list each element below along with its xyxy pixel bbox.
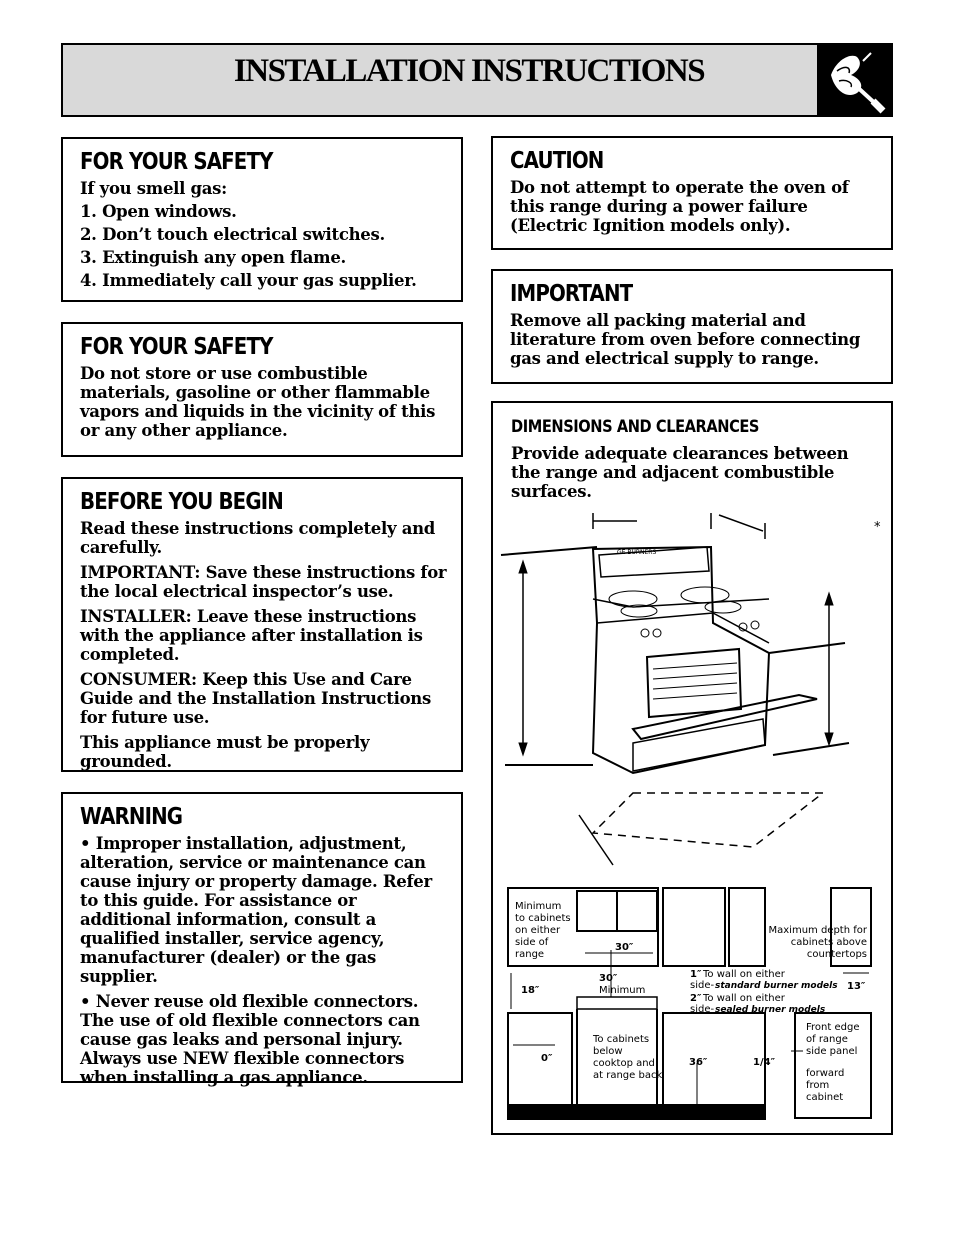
label-min-cabinets: on either <box>515 925 561 936</box>
label-front-edge: cabinet <box>806 1092 844 1103</box>
label-quarter-inch: 1/4″ <box>753 1057 776 1068</box>
dimensions-box <box>491 401 893 1135</box>
before-paragraph: Read these instructions completely and carefully. <box>80 519 436 557</box>
before-paragraph: INSTALLER: Leave these instructions with the appliance after installation is completed. <box>80 607 423 664</box>
asterisk-note: * <box>874 520 881 535</box>
cabinet-diagram-labels <box>515 901 868 1103</box>
before-paragraph: This appliance must be properly grounded. <box>80 733 370 771</box>
dimensions-heading: DIMENSIONS AND CLEARANCES <box>511 417 760 437</box>
list-item: 4. Immediately call your gas supplier. <box>80 271 417 290</box>
label-max-depth: cabinets above <box>790 937 867 948</box>
safety-storage-box <box>61 322 463 457</box>
safety-gas-heading: FOR YOUR SAFETY <box>80 149 273 175</box>
important-box <box>491 269 893 384</box>
label-front-edge: of range <box>806 1034 848 1045</box>
label-front-edge: side panel <box>806 1046 858 1057</box>
range-illustration <box>501 513 849 865</box>
label-height-30: 30″ <box>599 973 618 984</box>
label-to-cabinets-below: at range back <box>593 1070 663 1081</box>
caution-heading: CAUTION <box>510 148 604 174</box>
label-min-cabinets: to cabinets <box>515 913 571 924</box>
label-front-edge: forward <box>806 1068 845 1079</box>
label-front-edge: Front edge <box>806 1022 860 1033</box>
important-text: Remove all packing material and literature from oven before connecting gas and electrical supply to range. <box>510 311 861 368</box>
caution-box <box>491 136 893 250</box>
safety-gas-intro: If you smell gas: <box>80 179 227 198</box>
warning-heading: WARNING <box>80 804 183 830</box>
before-paragraph: IMPORTANT: Save these instructions for the local electrical inspector’s use. <box>80 563 447 601</box>
label-to-cabinets-below: To cabinets <box>593 1034 650 1045</box>
label-width-30: 30″ <box>615 942 634 953</box>
dimensions-text: Provide adequate clearances between the range and adjacent combustible surfaces. <box>511 444 849 501</box>
important-heading: IMPORTANT <box>510 281 633 307</box>
label-depth-13: 13″ <box>847 981 866 992</box>
label-side-prefix: side- <box>690 980 715 991</box>
label-to-wall-1: To wall on either <box>703 969 785 980</box>
label-min-cabinets: side of <box>515 937 549 948</box>
safety-storage-heading: FOR YOUR SAFETY <box>80 334 273 360</box>
label-max-depth: Maximum depth for <box>768 925 867 936</box>
label-height-36: 36″ <box>689 1057 708 1068</box>
label-max-depth: countertops <box>806 949 867 960</box>
before-you-begin-box <box>61 477 463 772</box>
svg-text:GE BURNERS: GE BURNERS <box>617 549 657 556</box>
safety-gas-box <box>61 137 463 302</box>
label-two-inch: 2″ <box>690 993 702 1004</box>
hand-with-screwdriver-icon <box>817 45 891 115</box>
safety-gas-steps <box>80 202 449 290</box>
warning-paragraph: • Never reuse old flexible connectors. The use of old flexible connectors can cause gas leaks and personal injury. Always use NEW flexible connectors when installing a gas appliance. <box>80 992 420 1087</box>
page-title: INSTALLATION INSTRUCTIONS <box>233 53 705 89</box>
list-item: 3. Extinguish any open flame. <box>80 248 346 267</box>
label-side-prefix: side- <box>690 1004 715 1015</box>
warning-paragraph: • Improper installation, adjustment, alteration, service or maintenance can cause injury or property damage. Refer to this guide. For assistance or additional information, consult a qualified installer, service agency, manufacturer (dealer) or the gas supplier. <box>80 834 432 986</box>
list-item: 2. Don’t touch electrical switches. <box>80 225 385 244</box>
label-to-wall-2: To wall on either <box>703 993 785 1004</box>
dimensions-diagram <box>493 503 891 1123</box>
before-you-begin-heading: BEFORE YOU BEGIN <box>80 489 283 515</box>
list-item: 1. Open windows. <box>80 202 237 221</box>
label-to-cabinets-below: below <box>593 1046 623 1057</box>
label-sealed-burner: sealed burner models <box>715 1005 826 1015</box>
warning-box <box>61 792 463 1087</box>
label-height-minimum: Minimum <box>599 985 646 996</box>
label-min-cabinets: Minimum <box>515 901 562 912</box>
label-standard-burner: standard burner models <box>715 981 838 991</box>
before-paragraph: CONSUMER: Keep this Use and Care Guide and the Installation Instructions for future use. <box>80 670 431 727</box>
label-depth-18: 18″ <box>521 985 540 996</box>
label-zero: 0″ <box>541 1053 553 1064</box>
label-to-cabinets-below: cooktop and <box>593 1058 655 1069</box>
label-one-inch: 1″ <box>690 969 702 980</box>
label-front-edge: from <box>806 1080 830 1091</box>
safety-storage-text: Do not store or use combustible materials, gasoline or other flammable vapors and liquids in the vicinity of this or any other appliance. <box>80 364 436 440</box>
title-bar <box>61 43 893 117</box>
caution-text: Do not attempt to operate the oven of this range during a power failure (Electric Ignition models only). <box>510 178 849 235</box>
label-min-cabinets: range <box>515 949 545 960</box>
